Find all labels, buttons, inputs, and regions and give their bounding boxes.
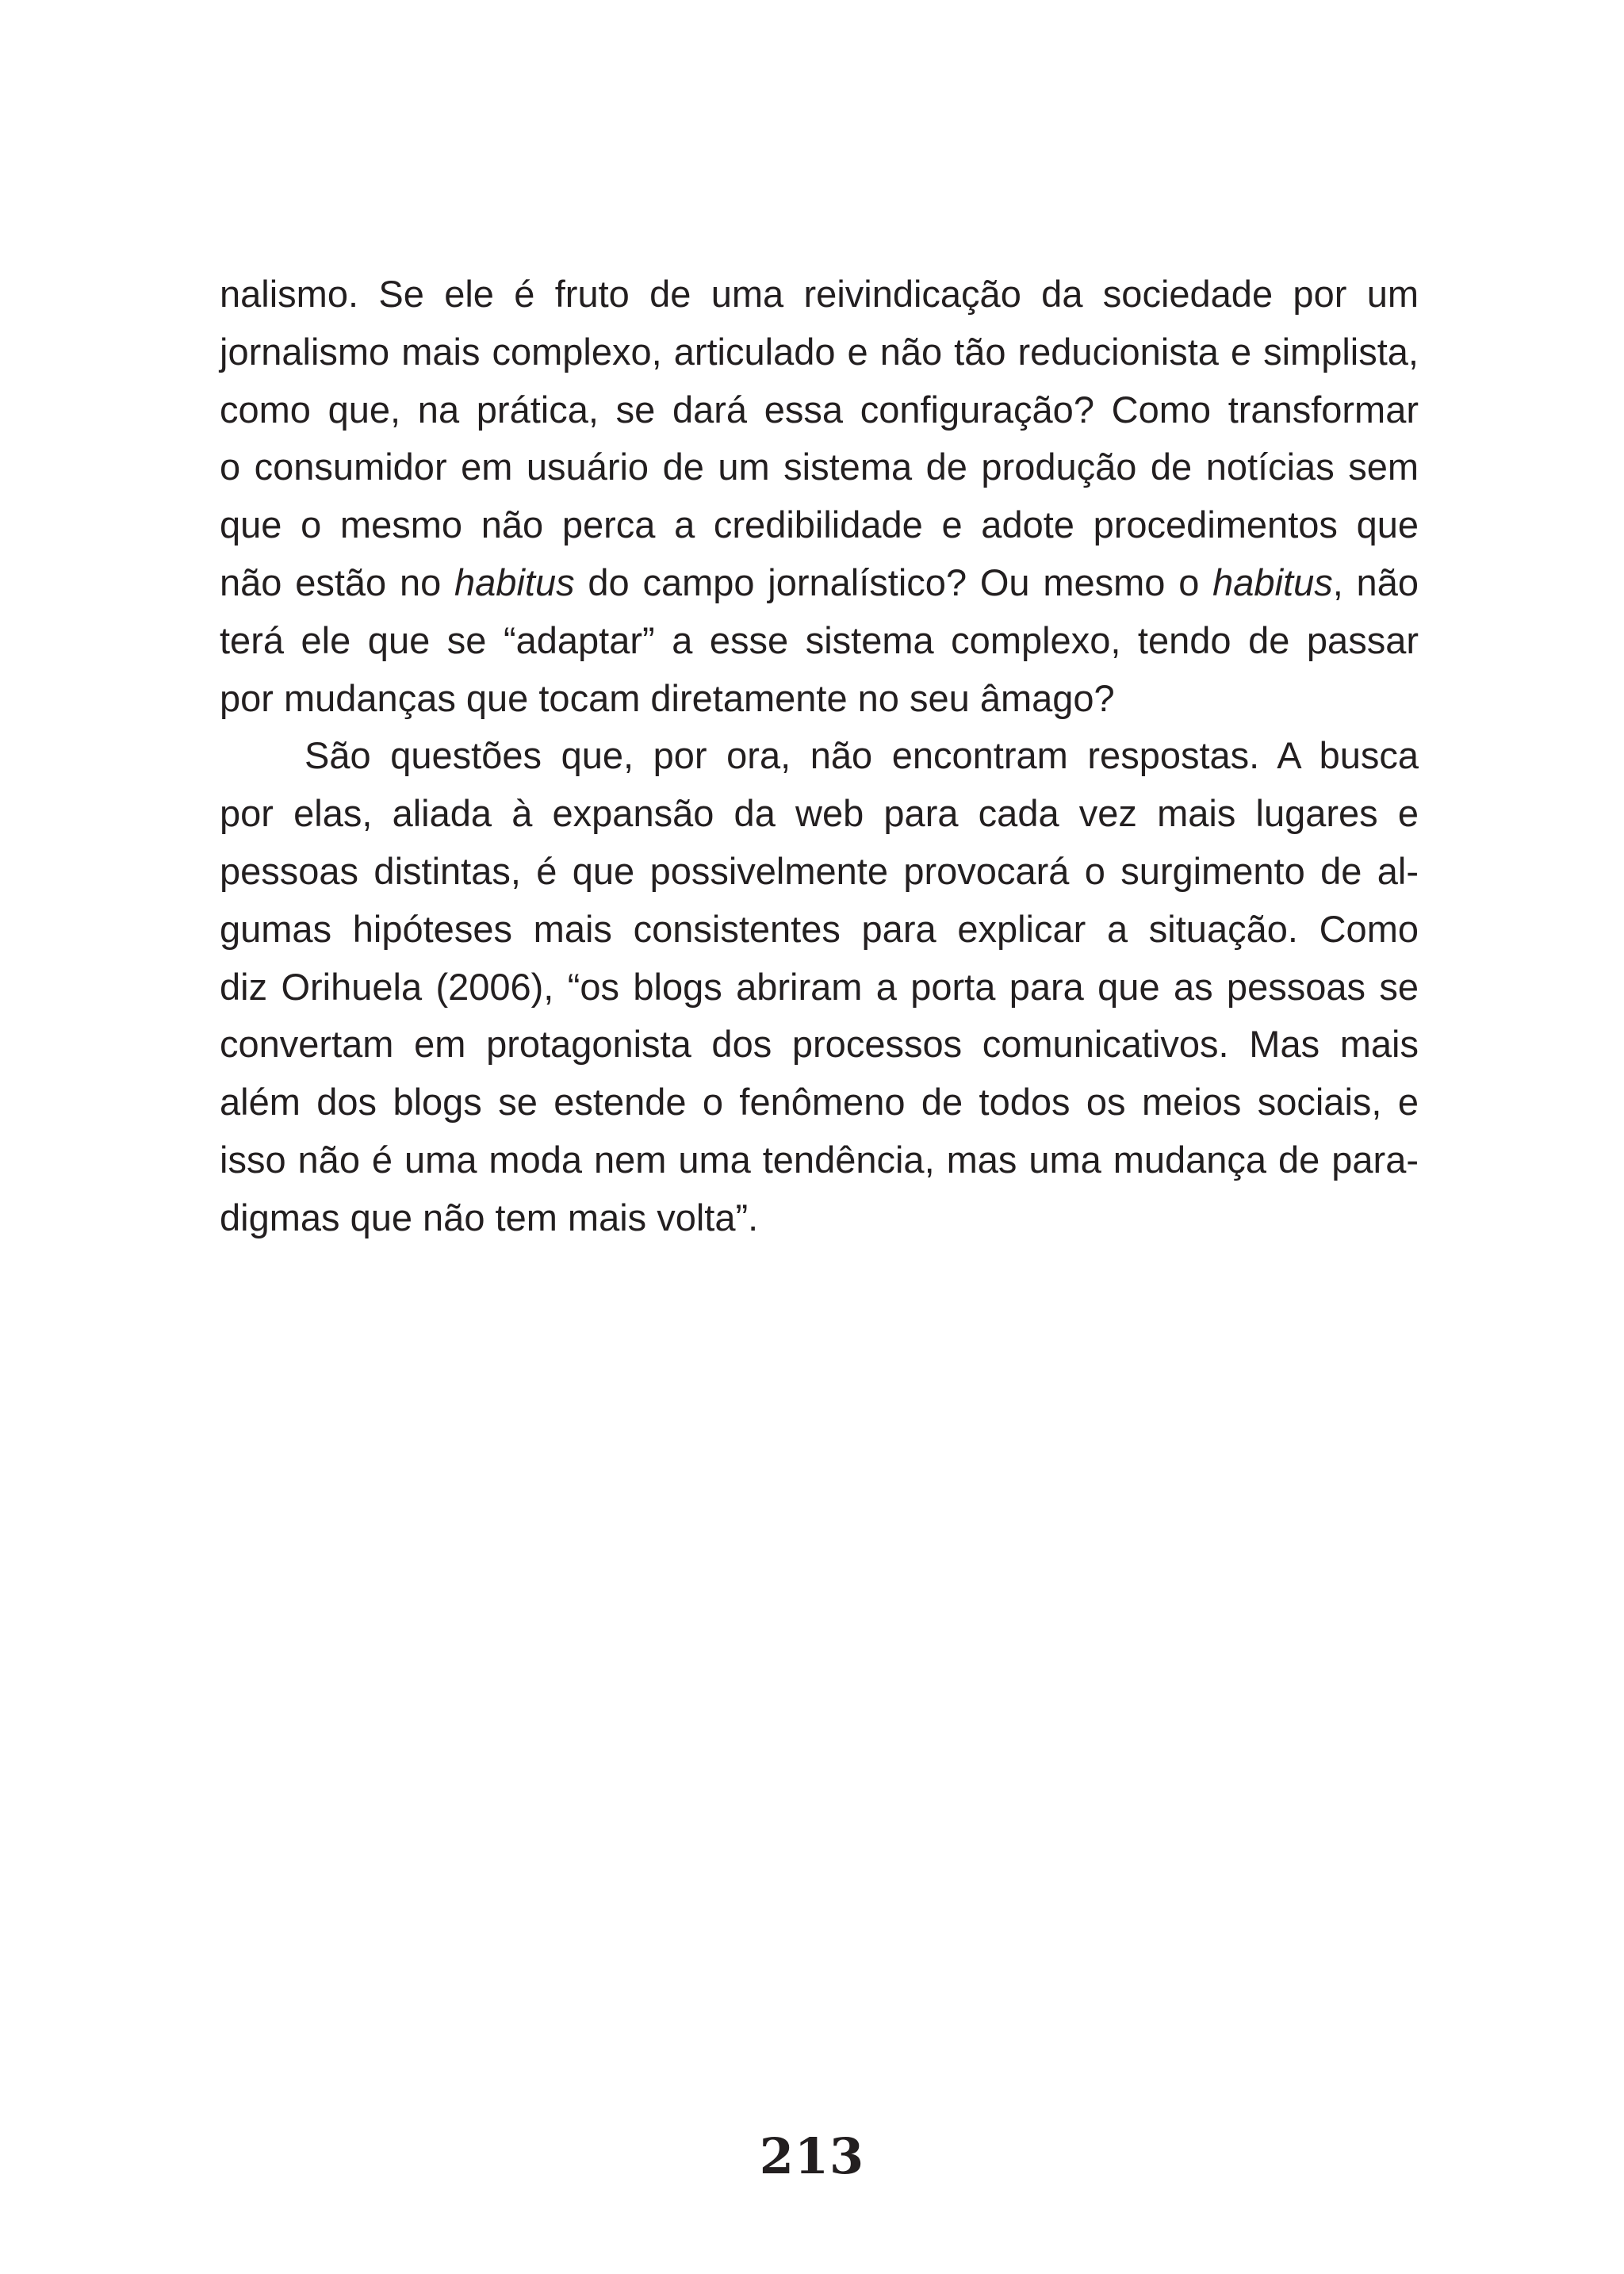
text-line: convertam em protagonista dos processos comunicativos. Mas mais: [220, 1023, 1419, 1066]
text-line: São questões que, por ora, não encontram respostas. A busca: [304, 734, 1419, 777]
text-line: por elas, aliada à expansão da web para cada vez mais lugares e: [220, 792, 1419, 835]
text-segment: , não: [1332, 561, 1419, 603]
text-line: isso não é uma moda nem uma tendência, mas uma mudança de para-: [220, 1138, 1419, 1181]
text-line: como que, na prática, se dará essa configuração? Como transformar: [220, 388, 1419, 431]
text-line-with-italics: [220, 554, 1419, 612]
text-line: além dos blogs se estende o fenômeno de todos os meios sociais, e: [220, 1081, 1419, 1124]
paragraph-1: [220, 266, 1419, 727]
text-line: diz Orihuela (2006), “os blogs abriram a porta para que as pessoas se: [220, 965, 1419, 1008]
text-line: que o mesmo não perca a credibilidade e adote procedimentos que: [220, 503, 1419, 546]
text-line: nalismo. Se ele é fruto de uma reivindicação da sociedade por um: [220, 273, 1419, 315]
text-line: por mudanças que tocam diretamente no seu âmago?: [220, 676, 1115, 719]
text-line: o consumidor em usuário de um sistema de produção de notícias sem: [220, 446, 1419, 488]
text-line: jornalismo mais complexo, articulado e não tão reducionista e simplista,: [220, 330, 1419, 373]
text-line: pessoas distintas, é que possivelmente provocará o surgimento de al-: [220, 849, 1419, 892]
text-line: digmas que não tem mais volta”.: [220, 1196, 759, 1238]
italic-term: habitus: [1212, 561, 1333, 603]
paragraph-2: [220, 727, 1419, 1246]
page-number: 213: [759, 2127, 865, 2185]
text-line: gumas hipóteses mais consistentes para explicar a situação. Como: [220, 907, 1419, 950]
text-segment: do campo jornalístico? Ou mesmo o: [574, 561, 1213, 603]
text-segment: não estão no: [220, 561, 455, 603]
italic-term: habitus: [454, 561, 575, 603]
body-text: [220, 266, 1419, 1247]
text-line: terá ele que se “adaptar” a esse sistema complexo, tendo de passar: [220, 618, 1419, 661]
